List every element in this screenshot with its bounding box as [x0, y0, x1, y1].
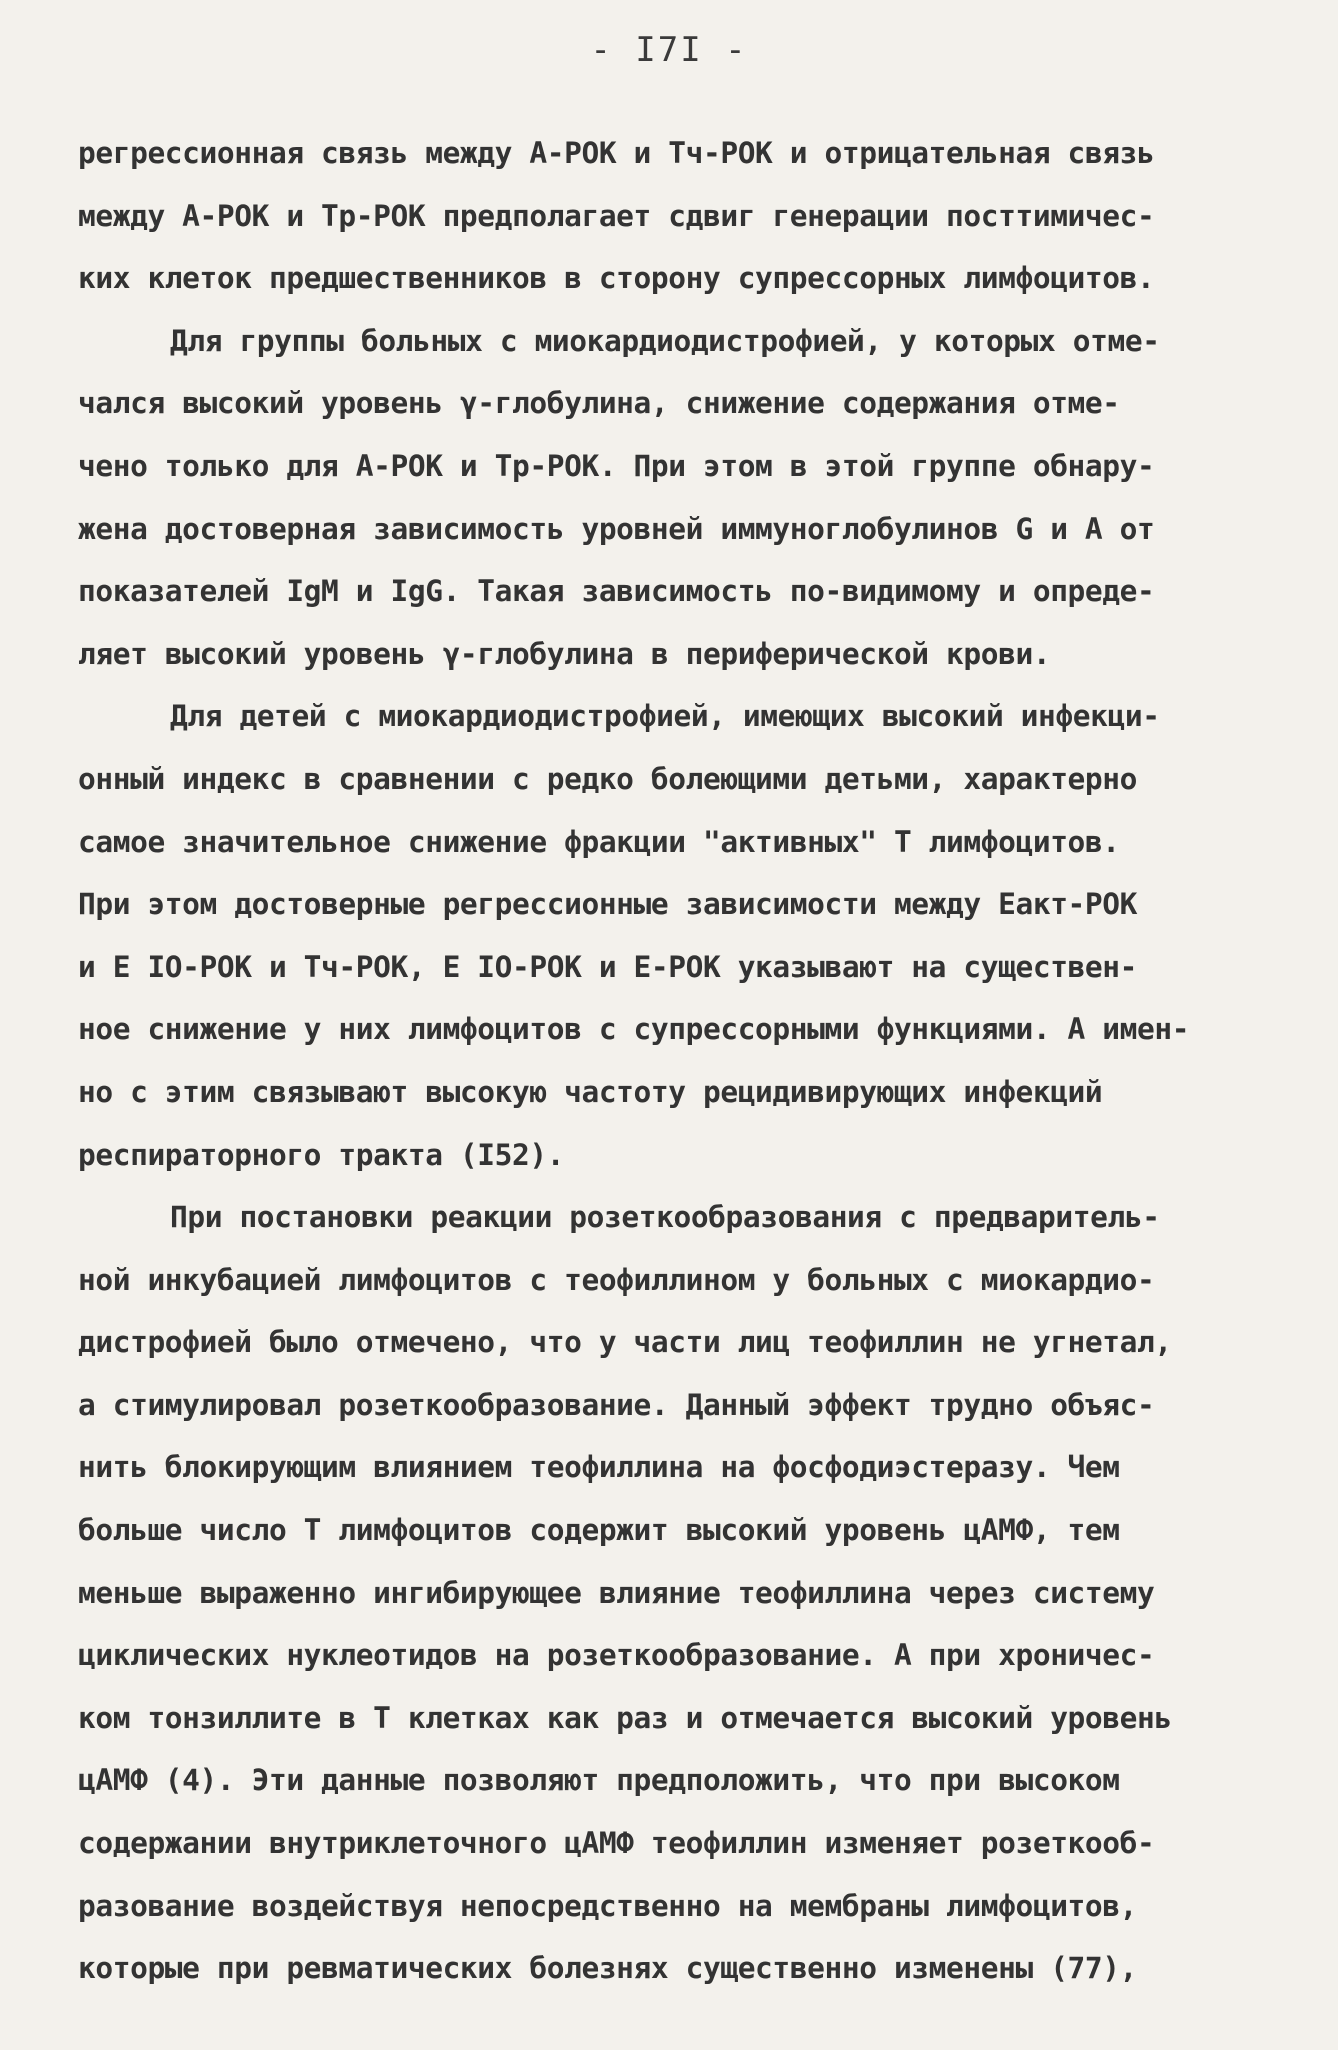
text-line: а стимулировал розеткообразование. Данный эффект трудно объяс- [78, 1387, 1155, 1422]
text-line: ной инкубацией лимфоцитов с теофиллином у больных с миокардио- [78, 1262, 1155, 1297]
text-line: жена достоверная зависимость уровней иммуноглобулинов G и А от [78, 511, 1155, 546]
text-line: цАМФ (4). Эти данные позволяют предположить, что при высоком [78, 1763, 1120, 1798]
text-line: онный индекс в сравнении с редко болеющими детьми, характерно [78, 761, 1137, 796]
text-line: При этом достоверные регрессионные зависимости между Еакт-РОК [78, 887, 1137, 922]
text-line: но с этим связывают высокую частоту рецидивирующих инфекций [78, 1074, 1103, 1109]
text-line: меньше выраженно ингибирующее влияние теофиллина через систему [78, 1575, 1155, 1610]
text-line: ляет высокий уровень γ-глобулина в периферической крови. [78, 636, 1051, 671]
text-line: чено только для А-РОК и Тр-РОК. При этом в этой группе обнару- [78, 448, 1155, 483]
text-line: Для детей с миокардиодистрофией, имеющих высокий инфекци- [170, 699, 1160, 734]
text-line: ких клеток предшественников в сторону супрессорных лимфоцитов. [78, 261, 1155, 296]
text-line: самое значительное снижение фракции "активных" Т лимфоцитов. [78, 824, 1120, 859]
text-line: показателей IgM и IgG. Такая зависимость по-видимому и опреде- [78, 574, 1155, 609]
text-line: содержании внутриклеточного цАМФ теофиллин изменяет розеткооб- [78, 1826, 1155, 1861]
text-line: При постановки реакции розеткообразования с предваритель- [170, 1200, 1160, 1235]
document-body [78, 122, 1278, 2000]
text-line: которые при ревматических болезнях существенно изменены (77), [78, 1951, 1137, 1986]
text-line: и Е IO-РОК и Тч-РОК, Е IO-РОК и Е-РОК указывают на существен- [78, 949, 1137, 984]
text-line: больше число Т лимфоцитов содержит высокий уровень цАМФ, тем [78, 1513, 1120, 1548]
text-line: циклических нуклеотидов на розеткообразование. А при хроничес- [78, 1638, 1155, 1673]
text-line: разование воздействуя непосредственно на мембраны лимфоцитов, [78, 1888, 1137, 1923]
text-line: между А-РОК и Тр-РОК предполагает сдвиг генерации посттимичес- [78, 198, 1155, 233]
text-line: дистрофией было отмечено, что у части лиц теофиллин не угнетал, [78, 1325, 1172, 1360]
text-line: Для группы больных с миокардиодистрофией, у которых отме- [170, 323, 1160, 358]
page-number: - I7I - [590, 30, 748, 70]
text-line: ное снижение у них лимфоцитов с супрессорными функциями. А имен- [78, 1012, 1190, 1047]
text-line: респираторного тракта (I52). [78, 1137, 565, 1172]
text-line: ком тонзиллите в Т клетках как раз и отмечается высокий уровень [78, 1700, 1172, 1735]
text-line: нить блокирующим влиянием теофиллина на фосфодиэстеразу. Чем [78, 1450, 1120, 1485]
text-line: чался высокий уровень γ-глобулина, снижение содержания отме- [78, 386, 1120, 421]
text-line: регрессионная связь между А-РОК и Тч-РОК и отрицательная связь [78, 136, 1155, 170]
